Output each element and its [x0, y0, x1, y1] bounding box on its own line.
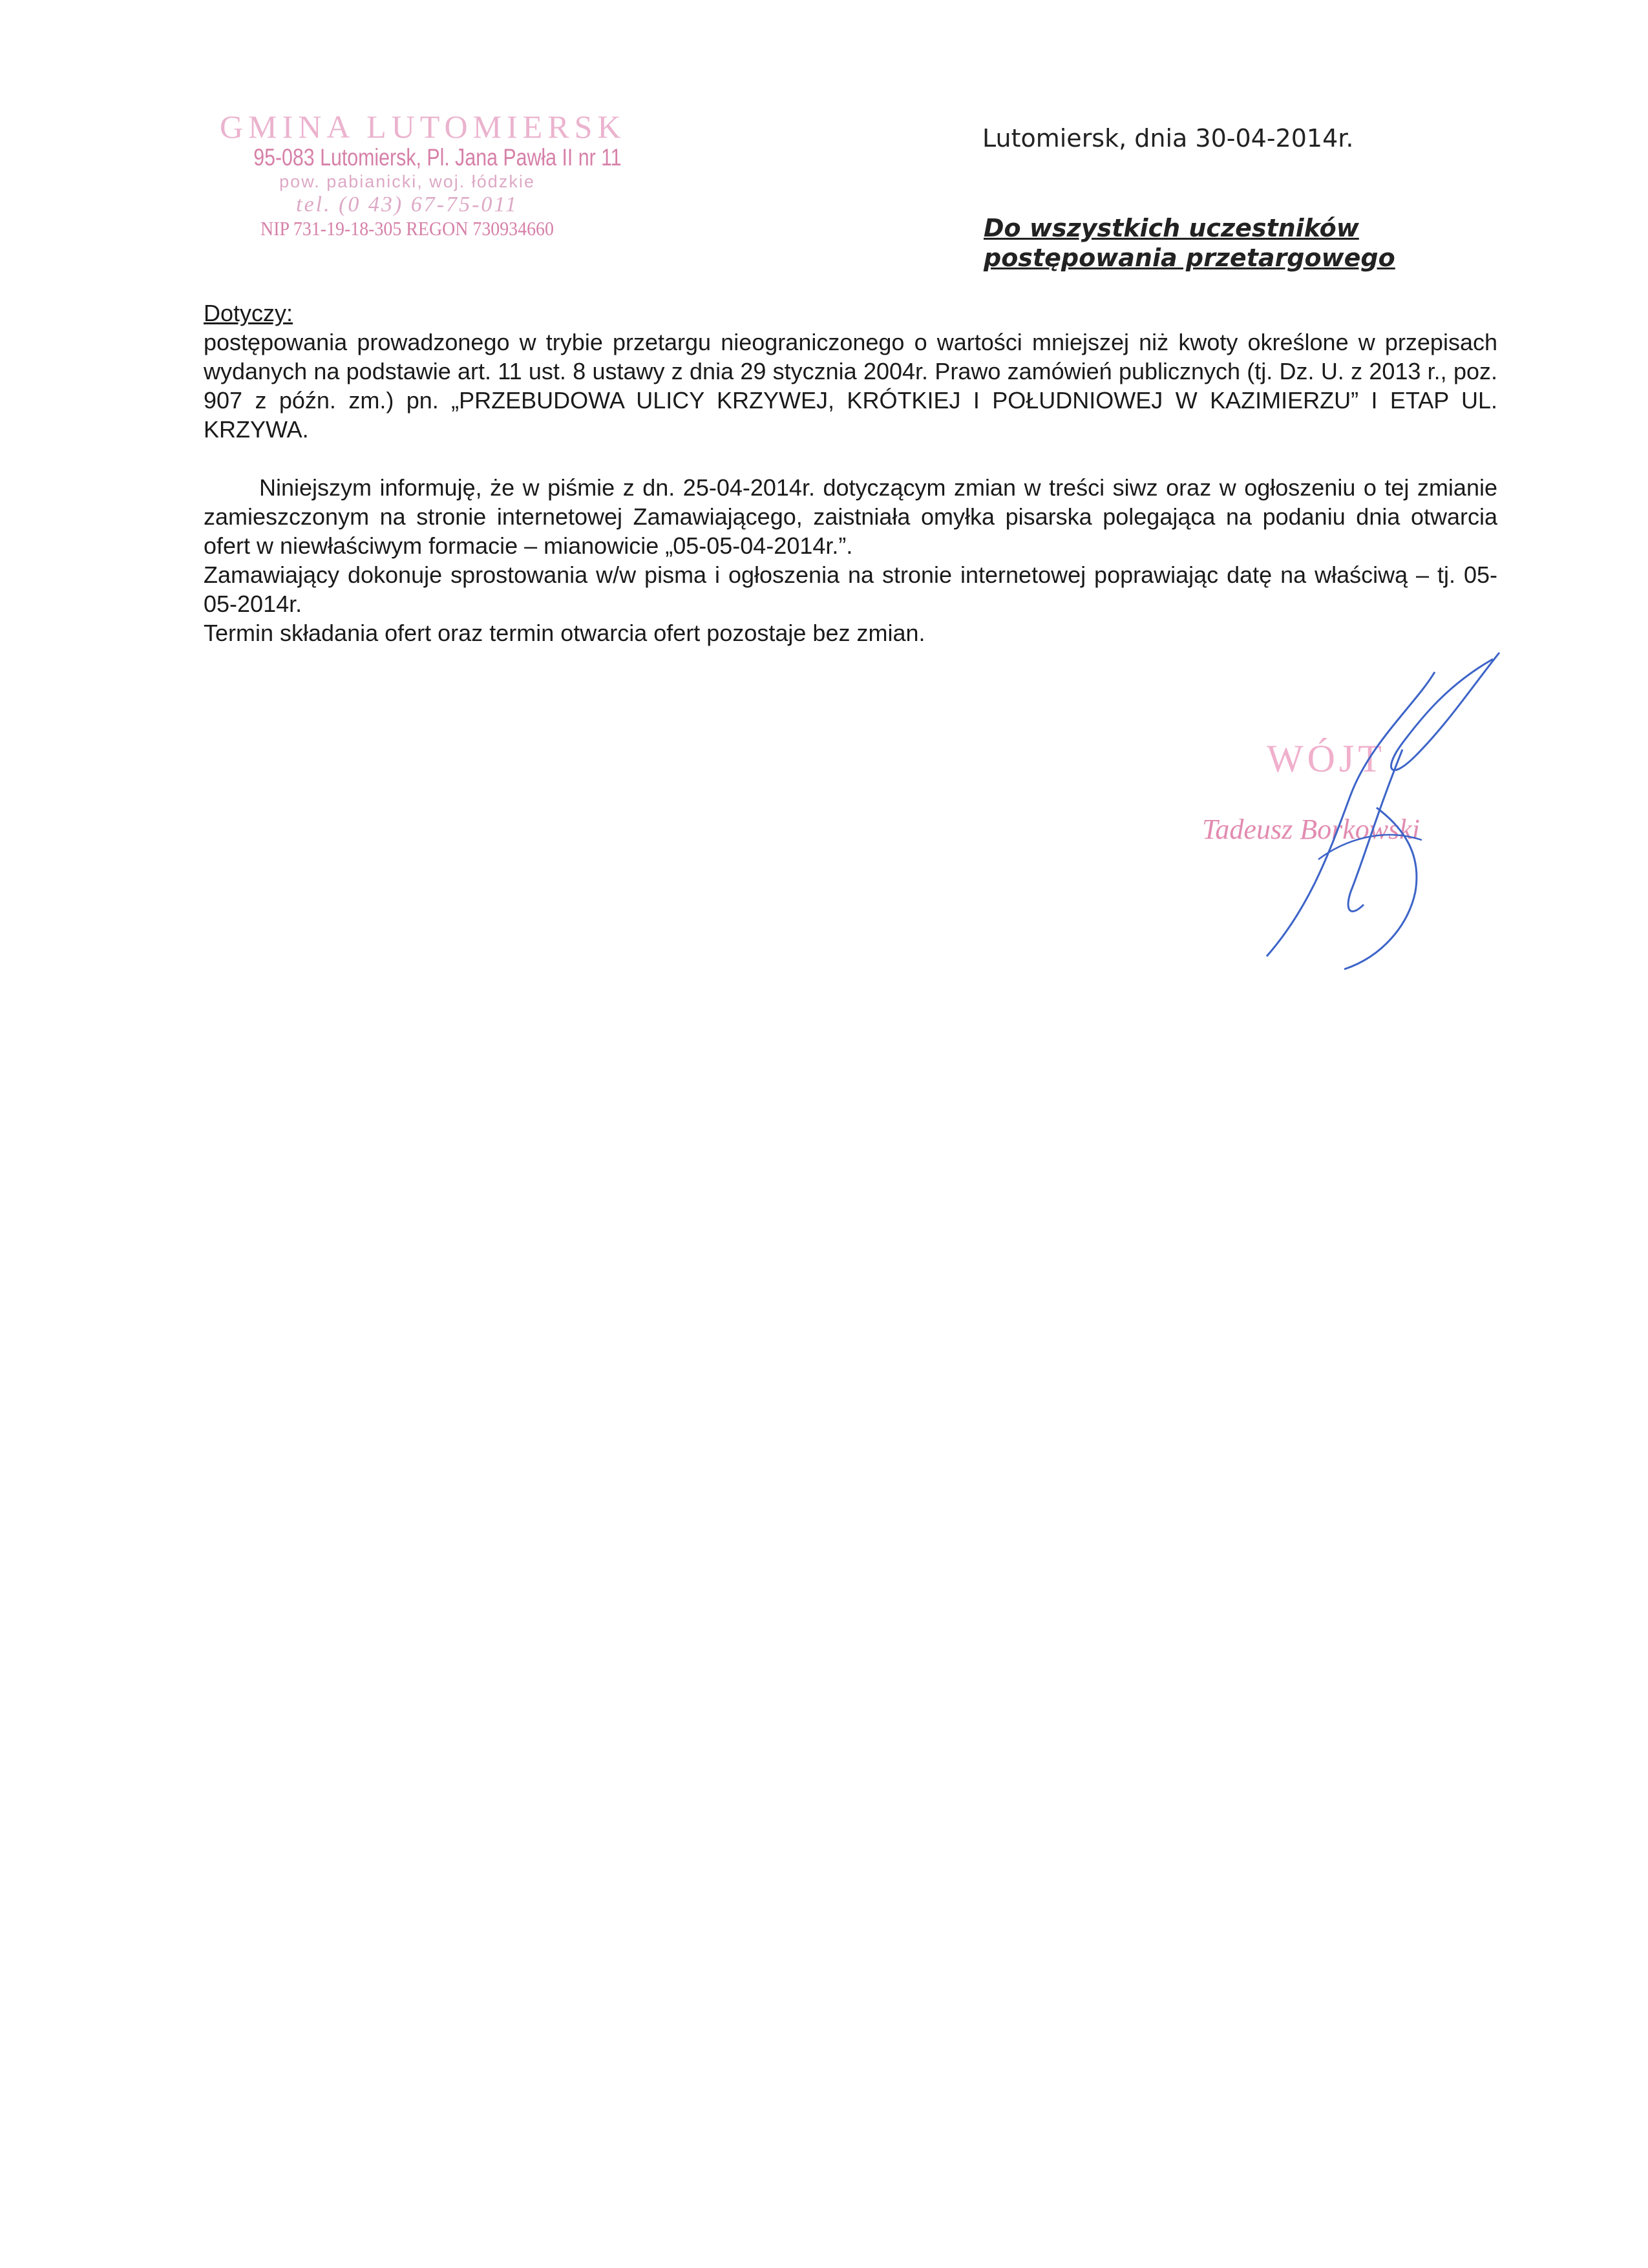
place-and-date: Lutomiersk, dnia 30-04-2014r.	[982, 124, 1354, 152]
paragraph-2: Zamawiający dokonuje sprostowania w/w pisma i ogłoszenia na stronie internetowej poprawiając datę na właściwą – tj. 05-05-2014r.	[204, 562, 1497, 617]
addressee	[984, 213, 1395, 273]
stamp-name: GMINA LUTOMIERSK	[220, 109, 626, 145]
letter-body	[204, 299, 1497, 647]
signature-stamp-title: WÓJT	[1267, 737, 1386, 780]
stamp-phone: tel. (0 43) 67-75-011	[296, 193, 518, 216]
stamp-address: 95-083 Lutomiersk, Pl. Jana Pawła II nr 11	[253, 144, 622, 171]
subject-label: Dotyczy:	[204, 300, 293, 326]
stamp-ids: NIP 731-19-18-305 REGON 730934660	[260, 217, 554, 240]
signature-stamp-person: Tadeusz Borkowski	[1202, 814, 1420, 845]
addressee-line-2: postępowania przetargowego	[984, 244, 1395, 272]
office-stamp	[220, 109, 626, 240]
paragraph-3: Termin składania ofert oraz termin otwarcia ofert pozostaje bez zmian.	[204, 620, 925, 646]
stamp-district: pow. pabianicki, woj. łódzkie	[279, 172, 535, 191]
paragraph-spacer	[204, 444, 1497, 473]
subject-text: postępowania prowadzonego w trybie przetargu nieograniczonego o wartości mniejszej niż kwoty określone w przepisach wydanych na podstawie art. 11 ust. 8 ustawy z dnia 29 stycznia 2004r. Prawo zamówień publicznych (tj. Dz. U. z 2013 r., poz. 907 z późn. zm.) pn. „PRZEBUDOWA ULICY KRZYWEJ, KRÓTKIEJ I POŁUDNIOWEJ W KAZIMIERZU” I ETAP UL. KRZYWA.	[204, 329, 1497, 443]
addressee-line-1: Do wszystkich uczestników	[984, 214, 1359, 242]
handwritten-signature	[1254, 646, 1512, 982]
paragraph-1: Niniejszym informuję, że w piśmie z dn. 25-04-2014r. dotyczącym zmian w treści siwz oraz w ogłoszeniu o tej zmianie zamieszczonym na stronie internetowej Zamawiającego, zaistniała omyłka pisarska polegająca na podaniu dnia otwarcia ofert w niewłaściwym formacie – mianowicie „05-05-04-2014r.”.	[204, 474, 1497, 559]
